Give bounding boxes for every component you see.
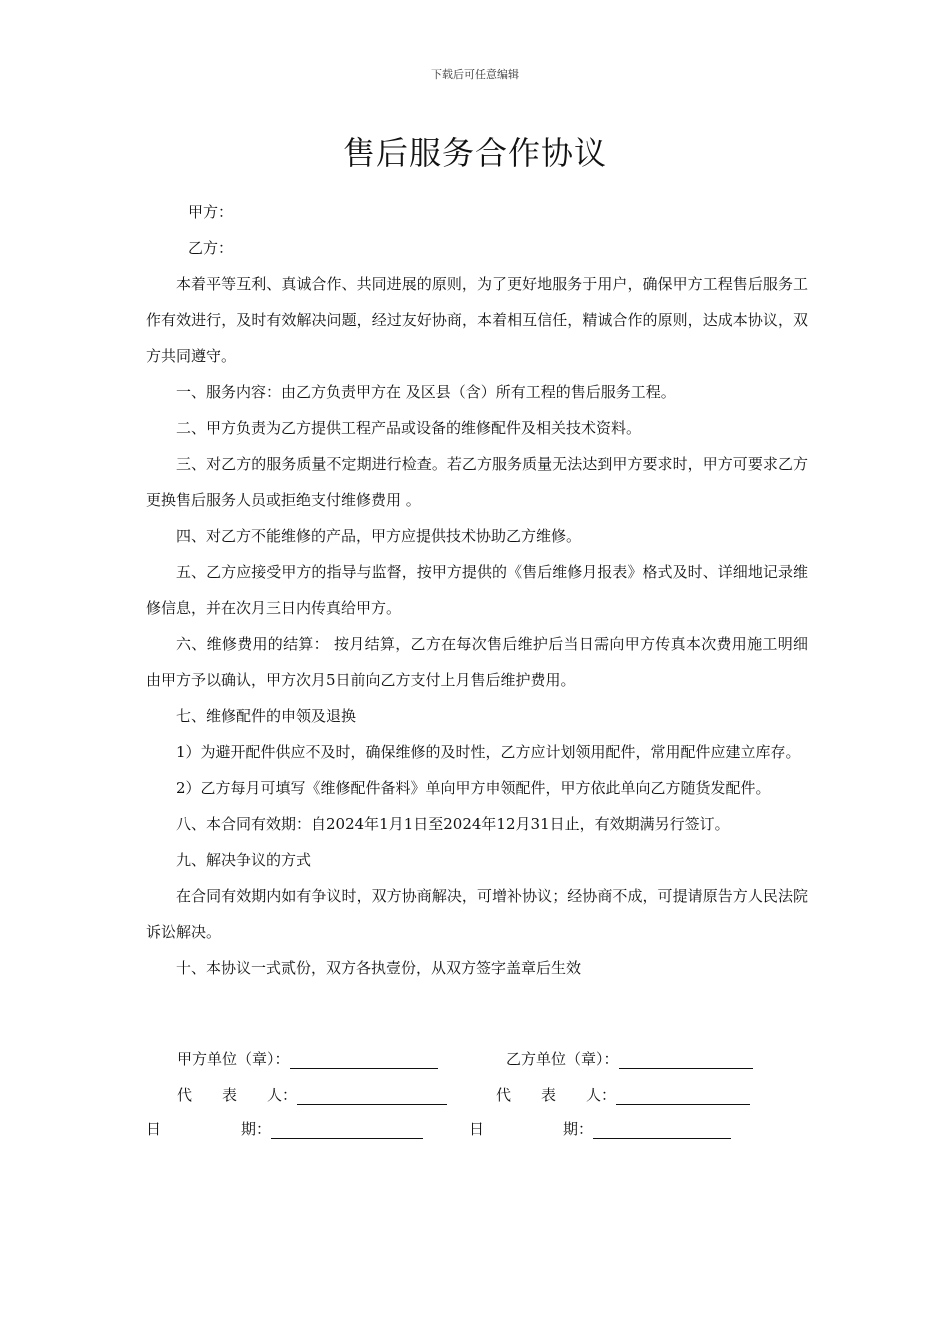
party-b-date-char: 日: [469, 1120, 485, 1138]
party-a-date-text: 期：: [241, 1120, 272, 1138]
clause-9-heading: 九、解决争议的方式: [176, 851, 312, 869]
clause-1: 一、服务内容：由乙方负责甲方在 及区县（含）所有工程的售后服务工程。: [176, 383, 676, 401]
party-b-line: 乙方：: [188, 239, 234, 257]
clause-3: 三、对乙方的服务质量不定期进行检查。若乙方服务质量无法达到甲方要求时，甲方可要求乙方更换售后服务人员或拒绝支付维修费用 。: [146, 455, 808, 509]
clause-7-item-2: 2）乙方每月可填写《维修配件备料》单向甲方申领配件，甲方依此单向乙方随货发配件。: [176, 779, 771, 797]
signature-row-reps: [0, 1084, 950, 1114]
party-a-date-char: 日: [146, 1120, 162, 1138]
party-b-rep-text: 代 表 人：: [496, 1086, 617, 1104]
preamble-paragraph: 本着平等互利、真诚合作、共同进展的原则，为了更好地服务于用户，确保甲方工程售后服务工作有效进行，及时有效解决问题，经过友好协商，本着相互信任，精诚合作的原则，达成本协议，双方共同遵守。: [146, 275, 808, 365]
clause-10: 十、本协议一式贰份，双方各执壹份，从双方签字盖章后生效: [176, 959, 582, 977]
header-note: 下载后可任意编辑: [431, 68, 519, 81]
clause-9-text: 在合同有效期内如有争议时，双方协商解决，可增补协议；经协商不成，可提请原告方人民法院诉讼解决。: [146, 887, 808, 941]
party-a-unit-blank[interactable]: [290, 1054, 438, 1069]
party-b-unit-label: [506, 1048, 753, 1069]
party-b-date-blank[interactable]: [593, 1124, 731, 1139]
party-a-rep-text: 代 表 人：: [177, 1086, 298, 1104]
party-a-date-label: [241, 1118, 423, 1139]
party-b-unit-blank[interactable]: [619, 1054, 753, 1069]
party-b-unit-text: 乙方单位（章）：: [506, 1050, 619, 1068]
clause-7-item-1: 1）为避开配件供应不及时，确保维修的及时性，乙方应计划领用配件，常用配件应建立库存。: [176, 743, 801, 761]
signature-row-units: [0, 1048, 950, 1078]
signature-row-dates: [0, 1118, 950, 1148]
party-a-unit-label: [177, 1048, 438, 1069]
document-title: 售后服务合作协议: [342, 134, 607, 172]
clause-2: 二、甲方负责为乙方提供工程产品或设备的维修配件及相关技术资料。: [176, 419, 642, 437]
party-a-rep-label: [177, 1084, 447, 1105]
document-body: [146, 194, 808, 986]
clause-5: 五、乙方应接受甲方的指导与监督，按甲方提供的《售后维修月报表》格式及时、详细地记录维修信息，并在次月三日内传真给甲方。: [146, 563, 808, 617]
party-a-line: 甲方：: [188, 203, 234, 221]
party-a-date-blank[interactable]: [271, 1124, 423, 1139]
clause-4: 四、对乙方不能维修的产品，甲方应提供技术协助乙方维修。: [176, 527, 582, 545]
party-b-rep-label: [496, 1084, 750, 1105]
party-b-rep-blank[interactable]: [616, 1090, 750, 1105]
party-a-unit-text: 甲方单位（章）：: [177, 1050, 290, 1068]
party-a-rep-blank[interactable]: [297, 1090, 447, 1105]
clause-8: 八、本合同有效期：自2024年1月1日至2024年12月31日止，有效期满另行签订。: [176, 815, 730, 833]
party-b-date-text: 期：: [563, 1120, 594, 1138]
clause-6: 六、维修费用的结算： 按月结算，乙方在每次售后维护后当日需向甲方传真本次费用施工明细由甲方予以确认，甲方次月5日前向乙方支付上月售后维护费用。: [146, 635, 808, 689]
clause-7-heading: 七、维修配件的申领及退换: [176, 707, 357, 725]
party-b-date-label: [563, 1118, 731, 1139]
